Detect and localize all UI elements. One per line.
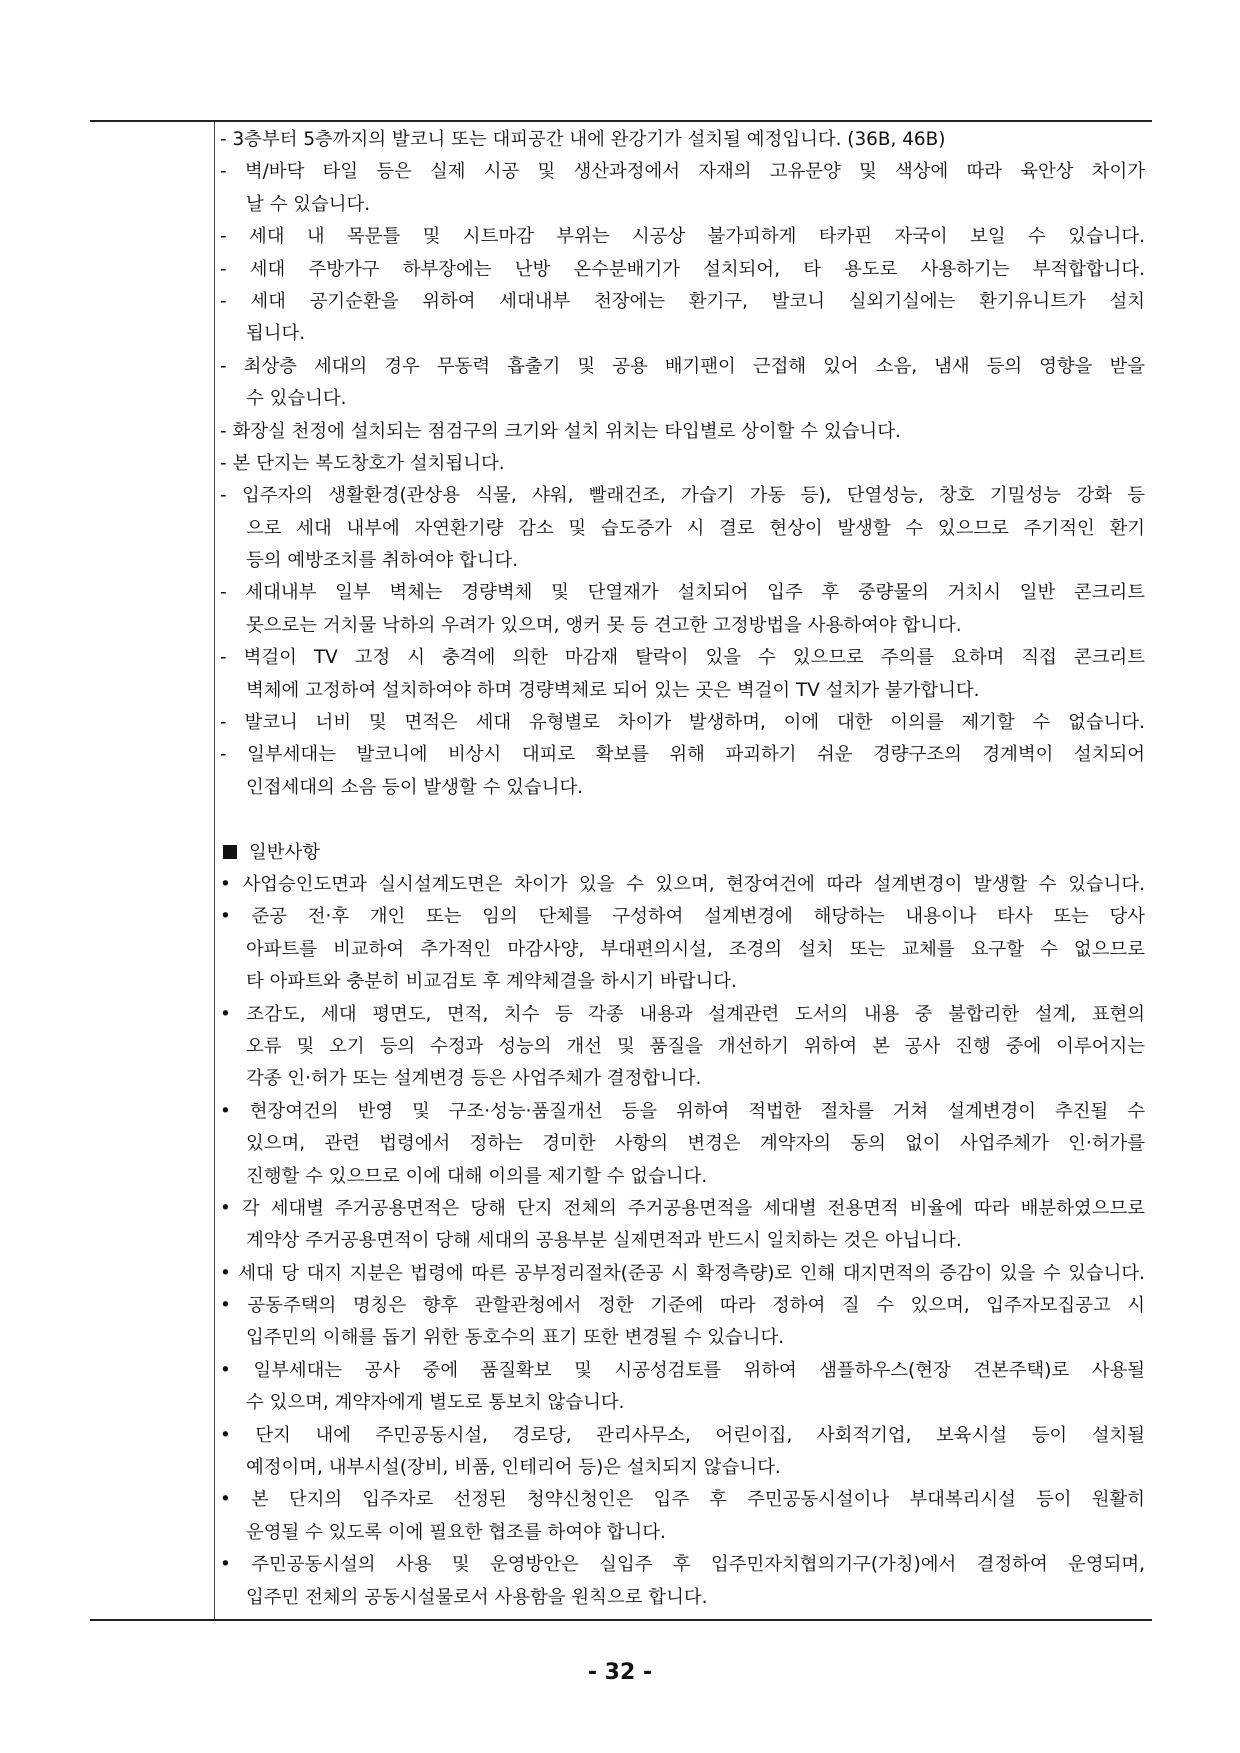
general-item-line: • 일부세대는 공사 중에 품질확보 및 시공성검토를 위하여 샘플하우스(현장 견본주택)로 사용될 bbox=[220, 1359, 1145, 1381]
section-heading-text: 일반사항 bbox=[249, 841, 321, 863]
general-item-line: • 각 세대별 주거공용면적은 당해 단지 전체의 주거공용면적을 세대별 전용면적 비율에 따라 배분하였으므로 bbox=[220, 1197, 1145, 1219]
table-content-cell bbox=[220, 124, 1145, 1614]
general-item-line-continued: 수 있으며, 계약자에게 별도로 통보치 않습니다. bbox=[246, 1392, 625, 1414]
general-item-line-continued: 진행할 수 있으므로 이에 대해 이의를 제기할 수 없습니다. bbox=[246, 1165, 708, 1187]
note-line: - 세대 공기순환을 위하여 세대내부 천장에는 환기구, 발코니 실외기실에는 환기유니트가 설치 bbox=[220, 290, 1145, 312]
general-list bbox=[220, 869, 1145, 1614]
general-item-line: • 준공 전·후 개인 또는 임의 단체를 구성하여 설계변경에 해당하는 내용이나 타사 또는 당사 bbox=[220, 906, 1145, 928]
general-item-line-continued: 타 아파트와 충분히 비교검토 후 계약체결을 하시기 바랍니다. bbox=[246, 971, 737, 993]
general-item-line: • 단지 내에 주민공동시설, 경로당, 관리사무소, 어린이집, 사회적기업, 보육시설 등이 설치될 bbox=[220, 1424, 1145, 1446]
general-item-line-continued: 있으며, 관련 법령에서 정하는 경미한 사항의 변경은 계약자의 동의 없이 사업주체가 인·허가를 bbox=[246, 1133, 1145, 1155]
notice-table bbox=[90, 120, 1152, 1621]
general-item-line: • 현장여건의 반영 및 구조·성능·품질개선 등을 위하여 적법한 절차를 거쳐 설계변경이 추진될 수 bbox=[220, 1100, 1145, 1122]
note-line: - 본 단지는 복도창호가 설치됩니다. bbox=[220, 452, 505, 474]
general-item-line: • 사업승인도면과 실시설계도면은 차이가 있을 수 있으며, 현장여건에 따라 설계변경이 발생할 수 있습니다. bbox=[220, 873, 1145, 895]
note-line: - 3층부터 5층까지의 발코니 또는 대피공간 내에 완강기가 설치될 예정입니다. (36B, 46B) bbox=[220, 129, 946, 150]
section-heading bbox=[220, 837, 1145, 869]
note-line-continued: 못으로는 거치물 낙하의 우려가 있으며, 앵커 못 등 견고한 고정방법을 사용하여야 합니다. bbox=[246, 614, 962, 636]
note-line-continued: 벽체에 고정하여 설치하여야 하며 경량벽체로 되어 있는 곳은 벽걸이 TV 설치가 불가합니다. bbox=[246, 679, 980, 701]
note-line: - 세대 내 목문틀 및 시트마감 부위는 시공상 불가피하게 타카핀 자국이 보일 수 있습니다. bbox=[220, 226, 1145, 248]
general-item-line-continued: 아파트를 비교하여 추가적인 마감사양, 부대편의시설, 조경의 설치 또는 교체를 요구할 수 없으므로 bbox=[246, 938, 1145, 960]
note-line: - 세대 주방가구 하부장에는 난방 온수분배기가 설치되어, 타 용도로 사용하기는 부적합합니다. bbox=[220, 258, 1145, 280]
note-line-continued: 날 수 있습니다. bbox=[246, 193, 371, 215]
section-spacer bbox=[220, 804, 1145, 836]
table-label-column bbox=[90, 122, 215, 1619]
general-item-line-continued: 계약상 주거공용면적이 당해 세대의 공용부분 실제면적과 반드시 일치하는 것은 아닙니다. bbox=[246, 1230, 962, 1252]
black-square-icon bbox=[223, 845, 237, 859]
note-line-continued: 인접세대의 소음 등이 발생할 수 있습니다. bbox=[246, 776, 584, 798]
general-item-line: • 조감도, 세대 평면도, 면적, 치수 등 각종 내용과 설계관련 도서의 내용 중 불합리한 설계, 표현의 bbox=[220, 1003, 1145, 1025]
note-line: - 화장실 천정에 설치되는 점검구의 크기와 설치 위치는 타입별로 상이할 수 있습니다. bbox=[220, 420, 901, 442]
general-item-line-continued: 오류 및 오기 등의 수정과 성능의 개선 및 품질을 개선하기 위하여 본 공사 진행 중에 이루어지는 bbox=[246, 1035, 1145, 1057]
general-item-line: • 주민공동시설의 사용 및 운영방안은 실입주 후 입주민자치협의기구(가칭)에서 결정하여 운영되며, bbox=[220, 1554, 1145, 1576]
note-line-continued: 으로 세대 내부에 자연환기량 감소 및 습도증가 시 결로 현상이 발생할 수 있으므로 주기적인 환기 bbox=[246, 517, 1145, 539]
notes-list bbox=[220, 124, 1145, 804]
note-line: - 벽/바닥 타일 등은 실제 시공 및 생산과정에서 자재의 고유문양 및 색상에 따라 육안상 차이가 bbox=[220, 161, 1145, 183]
note-line-continued: 수 있습니다. bbox=[246, 388, 347, 410]
general-item-line-continued: 운영될 수 있도록 이에 필요한 협조를 하여야 합니다. bbox=[246, 1521, 666, 1543]
note-line-continued: 등의 예방조치를 취하여야 합니다. bbox=[246, 550, 519, 572]
general-item-line-continued: 입주민의 이해를 돕기 위한 동호수의 표기 또한 변경될 수 있습니다. bbox=[246, 1327, 785, 1349]
note-line: - 벽걸이 TV 고정 시 충격에 의한 마감재 탈락이 있을 수 있으므로 주의를 요하며 직접 콘크리트 bbox=[220, 647, 1145, 669]
general-item-line: • 세대 당 대지 지분은 법령에 따른 공부정리절차(준공 시 확정측량)로 인해 대지면적의 증감이 있을 수 있습니다. bbox=[220, 1262, 1145, 1284]
note-line: - 최상층 세대의 경우 무동력 흡출기 및 공용 배기팬이 근접해 있어 소음, 냄새 등의 영향을 받을 bbox=[220, 355, 1145, 377]
page-number: - 32 - bbox=[587, 1660, 653, 1685]
note-line-continued: 됩니다. bbox=[246, 323, 306, 345]
note-line: - 세대내부 일부 벽체는 경량벽체 및 단열재가 설치되어 입주 후 중량물의 거치시 일반 콘크리트 bbox=[220, 582, 1145, 604]
general-item-line: • 공동주택의 명칭은 향후 관할관청에서 정한 기준에 따라 정하여 질 수 있으며, 입주자모집공고 시 bbox=[220, 1295, 1145, 1317]
note-line: - 발코니 너비 및 면적은 세대 유형별로 차이가 발생하며, 이에 대한 이의를 제기할 수 없습니다. bbox=[220, 712, 1145, 734]
general-item-line-continued: 입주민 전체의 공동시설물로서 사용함을 원칙으로 합니다. bbox=[246, 1586, 708, 1608]
general-item-line: • 본 단지의 입주자로 선정된 청약신청인은 입주 후 주민공동시설이나 부대복리시설 등이 원활히 bbox=[220, 1489, 1145, 1511]
general-item-line-continued: 예정이며, 내부시설(장비, 비품, 인테리어 등)은 설치되지 않습니다. bbox=[246, 1457, 781, 1479]
general-item-line-continued: 각종 인·허가 또는 설계변경 등은 사업주체가 결정합니다. bbox=[246, 1068, 702, 1090]
note-line: - 입주자의 생활환경(관상용 식물, 샤워, 빨래건조, 가습기 가동 등), 단열성능, 창호 기밀성능 강화 등 bbox=[220, 485, 1145, 507]
note-line: - 일부세대는 발코니에 비상시 대피로 확보를 위해 파괴하기 쉬운 경량구조의 경계벽이 설치되어 bbox=[220, 744, 1145, 766]
